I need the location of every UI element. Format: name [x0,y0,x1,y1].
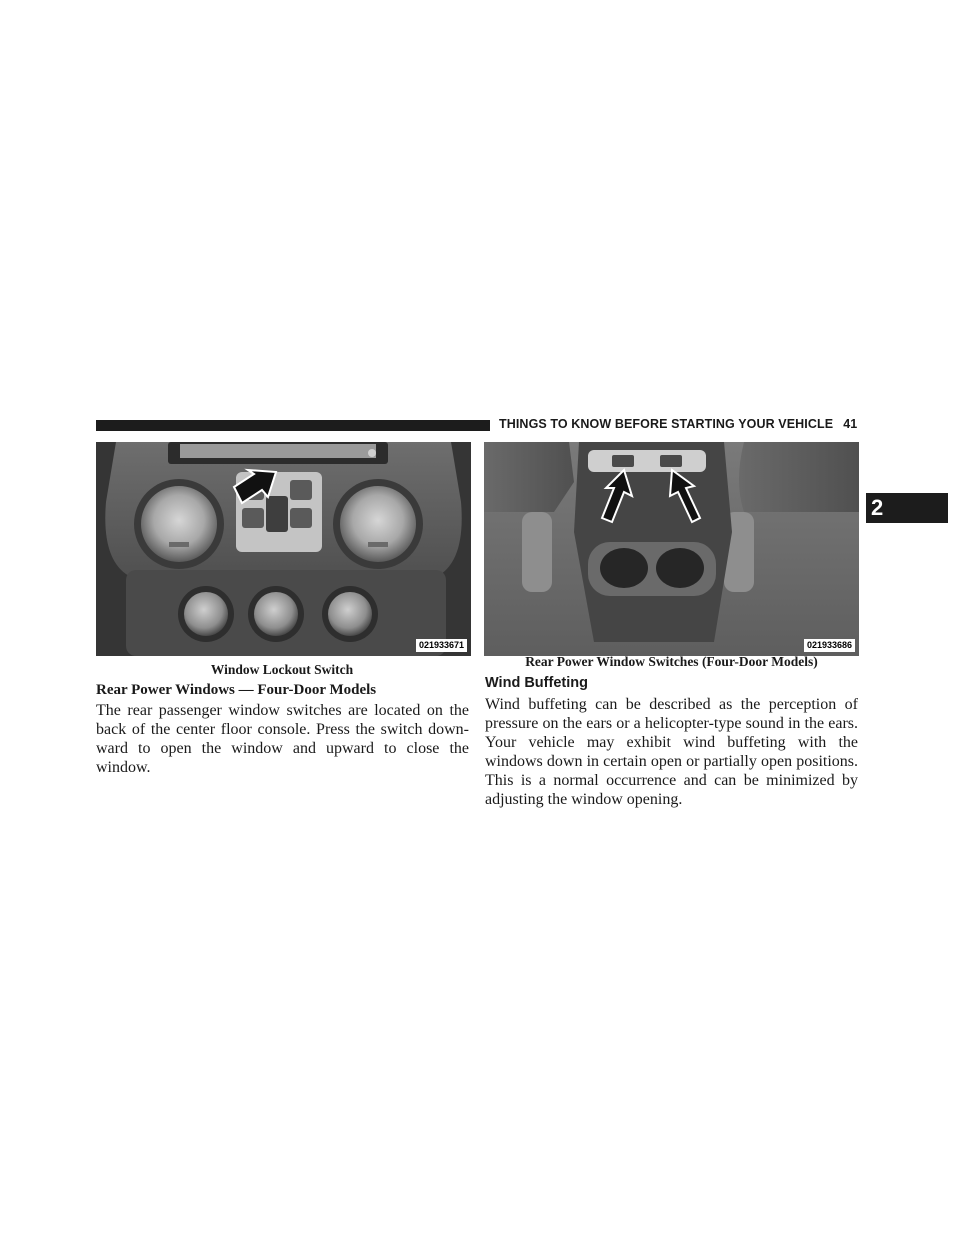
figure-code: 021933686 [804,639,855,652]
section-body: Wind buffeting can be described as the perception of pressure on the ears or a helicopter-type sound in the ears. Your vehicle may exhibit wind buffeting with the windows down in certain open or partially open positions. This is a normal occurrence and can be minimized by adjusting the window opening. [485,696,858,808]
figure-rear-window-switches-photo [484,442,859,656]
running-header [499,417,857,433]
header-rule [96,420,490,431]
section-title: THINGS TO KNOW BEFORE STARTING YOUR VEHICLE [499,417,834,431]
figure-window-lockout-photo [96,442,471,656]
chapter-tab: 2 [866,493,948,523]
page-number: 41 [843,417,858,431]
section-body: The rear passenger window switches are located on the back of the center floor console. Press the switch downward to open the window and upward to close the window. [96,702,469,776]
figure-caption: Rear Power Window Switches (Four-Door Models) [525,654,818,669]
dashboard-illustration [96,442,471,656]
figure-code: 021933671 [416,639,467,652]
section-heading: Rear Power Windows — Four-Door Models [96,682,377,698]
figure-caption: Window Lockout Switch [210,662,354,677]
section-heading: Wind Buffeting [485,675,588,691]
console-illustration [484,442,859,656]
